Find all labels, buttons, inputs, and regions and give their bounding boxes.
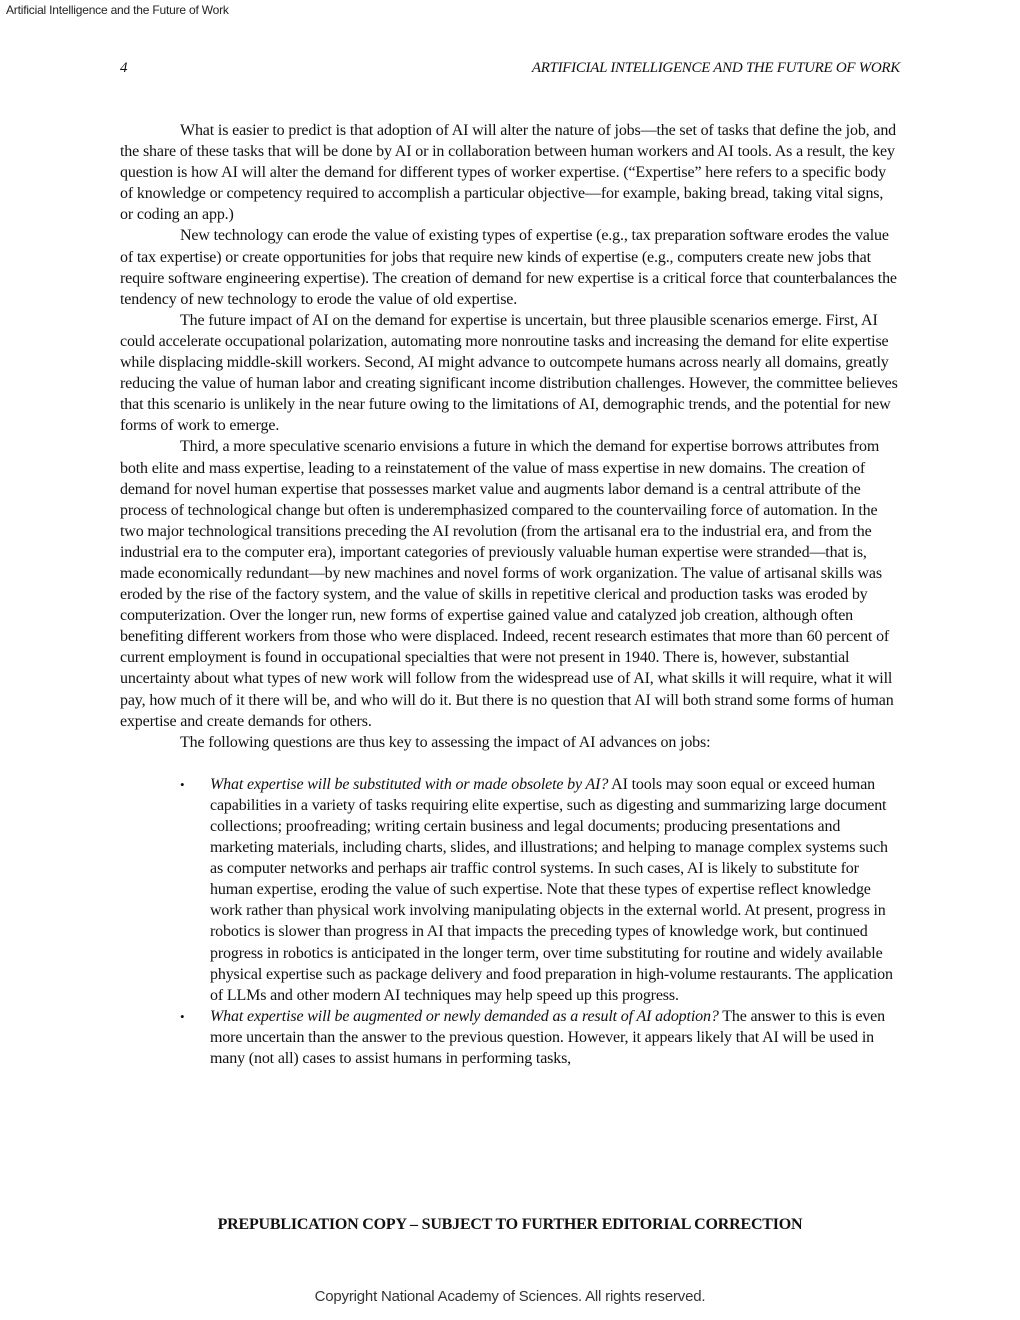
list-item-text: AI tools may soon equal or exceed human capabilities in a variety of tasks requiring elite expertise, such as digesting and summarizing large document collections; proofreading; writing certain business and legal documents; producing presentations and marketing materials, including charts, slides, and illustrations; and helping to manage complex systems such as computer networks and perhaps air traffic control systems. In such cases, AI is likely to substitute for human expertise, eroding the value of such expertise. Note that these types of expertise reflect knowledge work rather than physical work involving manipulating objects in the external world. At present, progress in robotics is slower than progress in AI that impacts the preceding types of knowledge work, but continued progress in robotics is anticipated in the longer term, over time substituting for routine and widely available physical expertise such as package delivery and food preparation in high-volume restaurants. The application of LLMs and other modern AI techniques may help speed up this progress.: [210, 775, 893, 1004]
question-list: [120, 774, 900, 1069]
bullet-icon: •: [180, 1008, 185, 1024]
list-item: [180, 774, 900, 1006]
list-item-text: The answer to this is even more uncertain than the answer to the previous question. However, it appears likely that AI will be used in many (not all) cases to assist humans in performing tasks,: [210, 1007, 885, 1068]
paragraph: New technology can erode the value of existing types of expertise (e.g., tax preparation software erodes the value of tax expertise) or create opportunities for jobs that require new kinds of expertise (e.g., computers create new jobs that require software engineering expertise). The creation of demand for new expertise is a critical force that counterbalances the tendency of new technology to erode the value of old expertise.: [120, 227, 897, 308]
page-number: 4: [120, 60, 128, 76]
prepublication-notice: PREPUBLICATION COPY – SUBJECT TO FURTHER EDITORIAL CORRECTION: [217, 1216, 803, 1233]
running-head-title: ARTIFICIAL INTELLIGENCE AND THE FUTURE OF WORK: [531, 60, 900, 76]
bullet-icon: •: [180, 776, 185, 792]
document-title: Artificial Intelligence and the Future of Work: [6, 3, 229, 17]
paragraph: The future impact of AI on the demand for expertise is uncertain, but three plausible scenarios emerge. First, AI could accelerate occupational polarization, automating more nonroutine tasks and increasing the demand for elite expertise while displacing middle-skill workers. Second, AI might advance to outcompete humans across nearly all domains, greatly reducing the value of human labor and creating significant income distribution challenges. However, the committee believes that this scenario is unlikely in the near future owing to the limitations of AI, demographic trends, and the potential for new forms of work to emerge.: [120, 311, 898, 435]
list-item: [180, 1006, 900, 1069]
page-body: [120, 120, 900, 1069]
list-item-question: What expertise will be augmented or newly demanded as a result of AI adoption?: [210, 1007, 719, 1025]
paragraph: Third, a more speculative scenario envisions a future in which the demand for expertise borrows attributes from both elite and mass expertise, leading to a reinstatement of the value of mass expertise in new domains. The creation of demand for novel human expertise that possesses market value and augments labor demand is a central attribute of the process of technological change but often is underemphasized compared to the countervailing force of automation. In the two major technological transitions preceding the AI revolution (from the artisanal era to the industrial era, and from the industrial era to the computer era), important categories of previously valuable human expertise were stranded—that is, made economically redundant—by new machines and novel forms of work organization. The value of artisanal skills was eroded by the rise of the factory system, and the value of skills in repetitive clerical and production tasks was eroded by computerization. Over the longer run, new forms of expertise gained value and catalyzed job creation, although often benefiting different workers from those who were displaced. Indeed, recent research estimates that more than 60 percent of current employment is found in occupational specialties that were not present in 1940. There is, however, substantial uncertainty about what types of new work will follow from the widespread use of AI, what skills it will require, what it will pay, how much of it there will be, and who will do it. But there is no question that AI will both strand some forms of human expertise and create demands for others.: [120, 438, 894, 730]
running-head: [120, 60, 900, 80]
list-item-question: What expertise will be substituted with or made obsolete by AI?: [210, 775, 609, 793]
paragraph: The following questions are thus key to assessing the impact of AI advances on jobs:: [180, 733, 711, 751]
copyright-notice: Copyright National Academy of Sciences. All rights reserved.: [314, 1288, 706, 1305]
paragraph: What is easier to predict is that adoption of AI will alter the nature of jobs—the set of tasks that define the job, and the share of these tasks that will be done by AI or in collaboration between human workers and AI tools. As a result, the key question is how AI will alter the demand for different types of worker expertise. (“Expertise” here refers to a specific body of knowledge or competency required to accomplish a particular objective—for example, baking bread, taking vital signs, or coding an app.): [120, 122, 897, 224]
